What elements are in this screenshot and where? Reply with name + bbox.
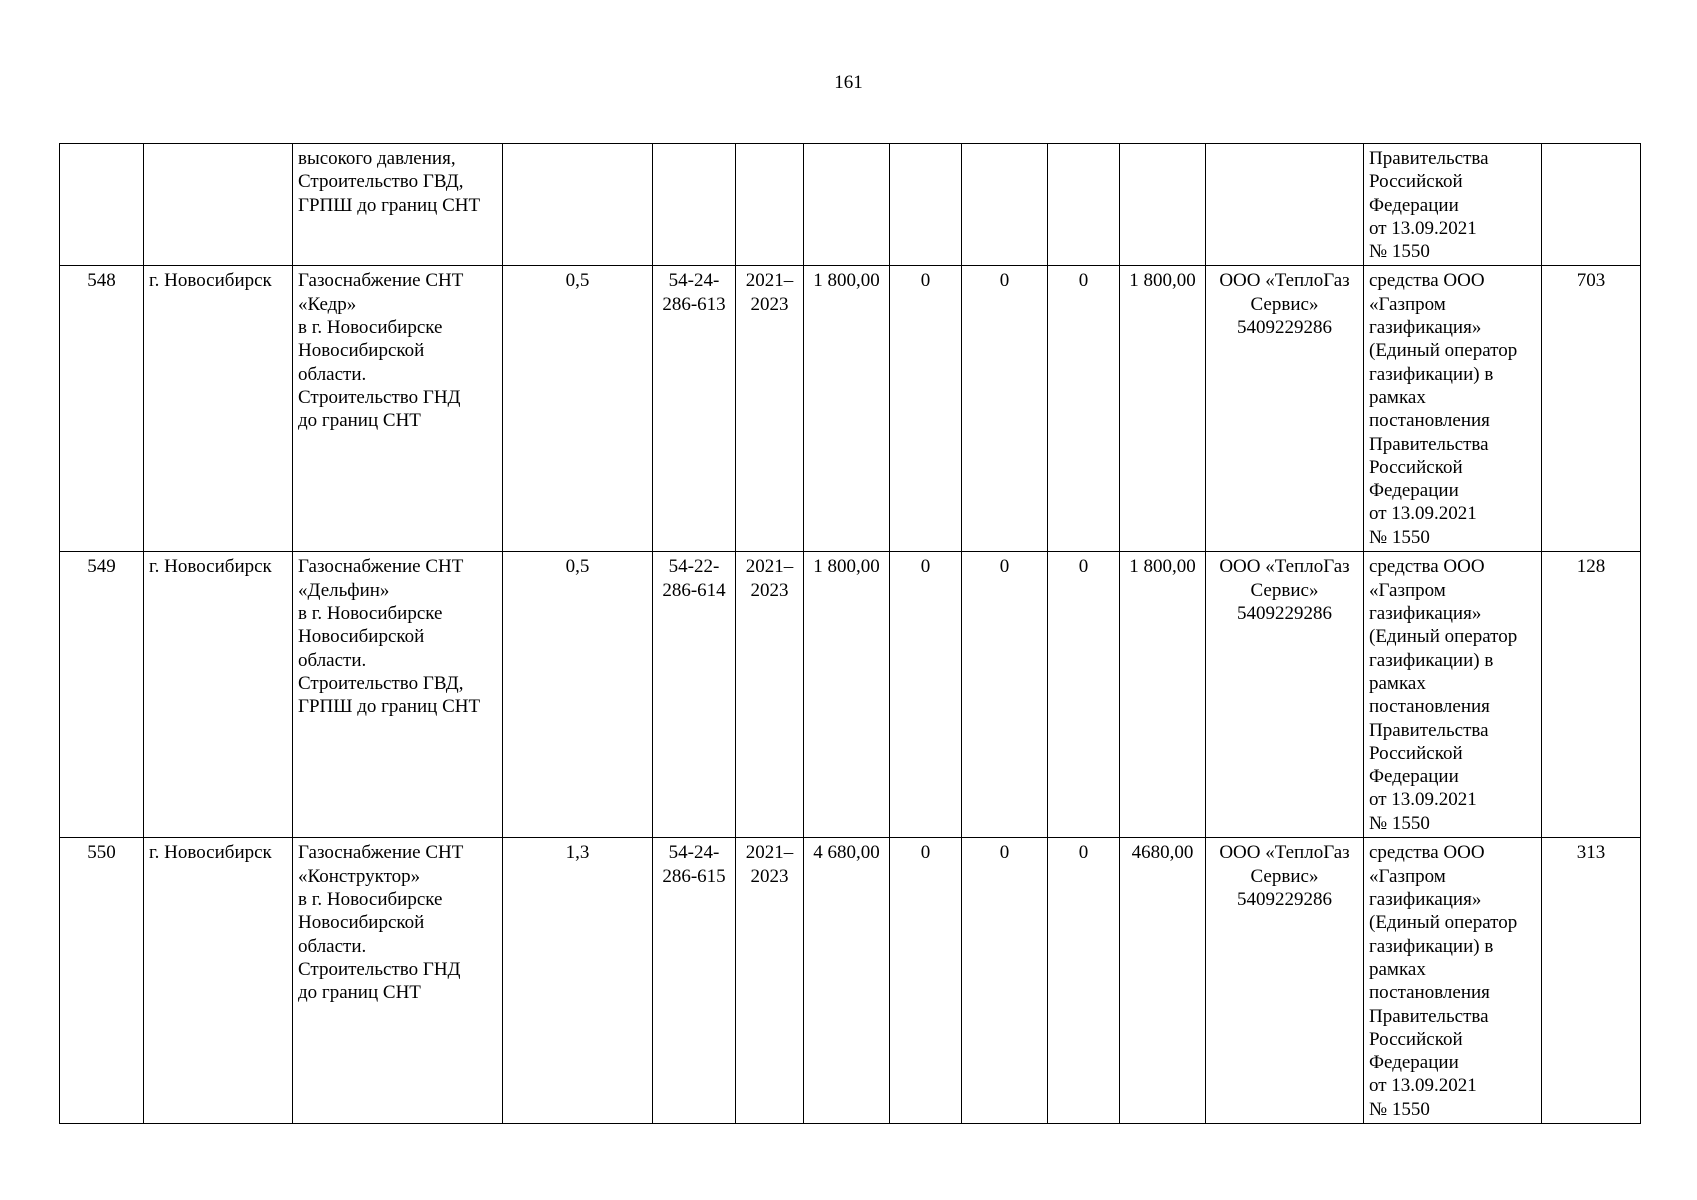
table-row — [60, 144, 1641, 266]
cell-source: средства ООО «Газпром газификация» (Единый оператор газификации) в рамках постановления Правительства Российской Федерации от 13.09.2021 № 1550 — [1364, 266, 1542, 552]
table-row — [60, 552, 1641, 838]
cell-code: 54-22- 286-614 — [653, 552, 736, 838]
cell-count: 313 — [1542, 838, 1641, 1124]
cell-code: 54-24- 286-613 — [653, 266, 736, 552]
cell-org: ООО «ТеплоГаз Сервис» 5409229286 — [1206, 266, 1364, 552]
cell-c1 — [890, 144, 962, 266]
cell-total: 1 800,00 — [804, 266, 890, 552]
cell-length: 0,5 — [503, 266, 653, 552]
cell-c3: 0 — [1048, 266, 1120, 552]
cell-object: Газоснабжение СНТ «Дельфин» в г. Новосибирске Новосибирской области. Строительство ГВД, ГРПШ до границ СНТ — [293, 552, 503, 838]
cell-c1: 0 — [890, 266, 962, 552]
cell-length: 1,3 — [503, 838, 653, 1124]
cell-num: 548 — [60, 266, 144, 552]
cell-object: Газоснабжение СНТ «Кедр» в г. Новосибирске Новосибирской области. Строительство ГНД до границ СНТ — [293, 266, 503, 552]
cell-c3: 0 — [1048, 838, 1120, 1124]
cell-code — [653, 144, 736, 266]
cell-num — [60, 144, 144, 266]
table-row — [60, 266, 1641, 552]
cell-total: 1 800,00 — [804, 552, 890, 838]
cell-length: 0,5 — [503, 552, 653, 838]
cell-code: 54-24- 286-615 — [653, 838, 736, 1124]
cell-org — [1206, 144, 1364, 266]
cell-years: 2021– 2023 — [736, 266, 804, 552]
cell-years: 2021– 2023 — [736, 552, 804, 838]
cell-source: средства ООО «Газпром газификация» (Единый оператор газификации) в рамках постановления Правительства Российской Федерации от 13.09.2021 № 1550 — [1364, 838, 1542, 1124]
cell-city — [144, 144, 293, 266]
table-row — [60, 838, 1641, 1124]
cell-length — [503, 144, 653, 266]
cell-c4 — [1120, 144, 1206, 266]
cell-years: 2021– 2023 — [736, 838, 804, 1124]
cell-c4: 1 800,00 — [1120, 552, 1206, 838]
cell-c4: 1 800,00 — [1120, 266, 1206, 552]
page-number: 161 — [834, 72, 863, 93]
cell-count: 128 — [1542, 552, 1641, 838]
cell-city: г. Новосибирск — [144, 552, 293, 838]
cell-object: высокого давления, Строительство ГВД, ГРПШ до границ СНТ — [293, 144, 503, 266]
cell-c1: 0 — [890, 552, 962, 838]
cell-object: Газоснабжение СНТ «Конструктор» в г. Новосибирске Новосибирской области. Строительство ГНД до границ СНТ — [293, 838, 503, 1124]
cell-source: средства ООО «Газпром газификация» (Единый оператор газификации) в рамках постановления Правительства Российской Федерации от 13.09.2021 № 1550 — [1364, 552, 1542, 838]
cell-total — [804, 144, 890, 266]
cell-org: ООО «ТеплоГаз Сервис» 5409229286 — [1206, 552, 1364, 838]
cell-org: ООО «ТеплоГаз Сервис» 5409229286 — [1206, 838, 1364, 1124]
cell-count: 703 — [1542, 266, 1641, 552]
cell-c2: 0 — [962, 266, 1048, 552]
cell-city: г. Новосибирск — [144, 266, 293, 552]
cell-c2: 0 — [962, 838, 1048, 1124]
cell-c3 — [1048, 144, 1120, 266]
cell-num: 550 — [60, 838, 144, 1124]
data-table — [59, 143, 1641, 1124]
cell-years — [736, 144, 804, 266]
cell-num: 549 — [60, 552, 144, 838]
cell-count — [1542, 144, 1641, 266]
cell-total: 4 680,00 — [804, 838, 890, 1124]
cell-source: Правительства Российской Федерации от 13.09.2021 № 1550 — [1364, 144, 1542, 266]
cell-c2: 0 — [962, 552, 1048, 838]
cell-city: г. Новосибирск — [144, 838, 293, 1124]
cell-c2 — [962, 144, 1048, 266]
cell-c3: 0 — [1048, 552, 1120, 838]
cell-c4: 4680,00 — [1120, 838, 1206, 1124]
cell-c1: 0 — [890, 838, 962, 1124]
